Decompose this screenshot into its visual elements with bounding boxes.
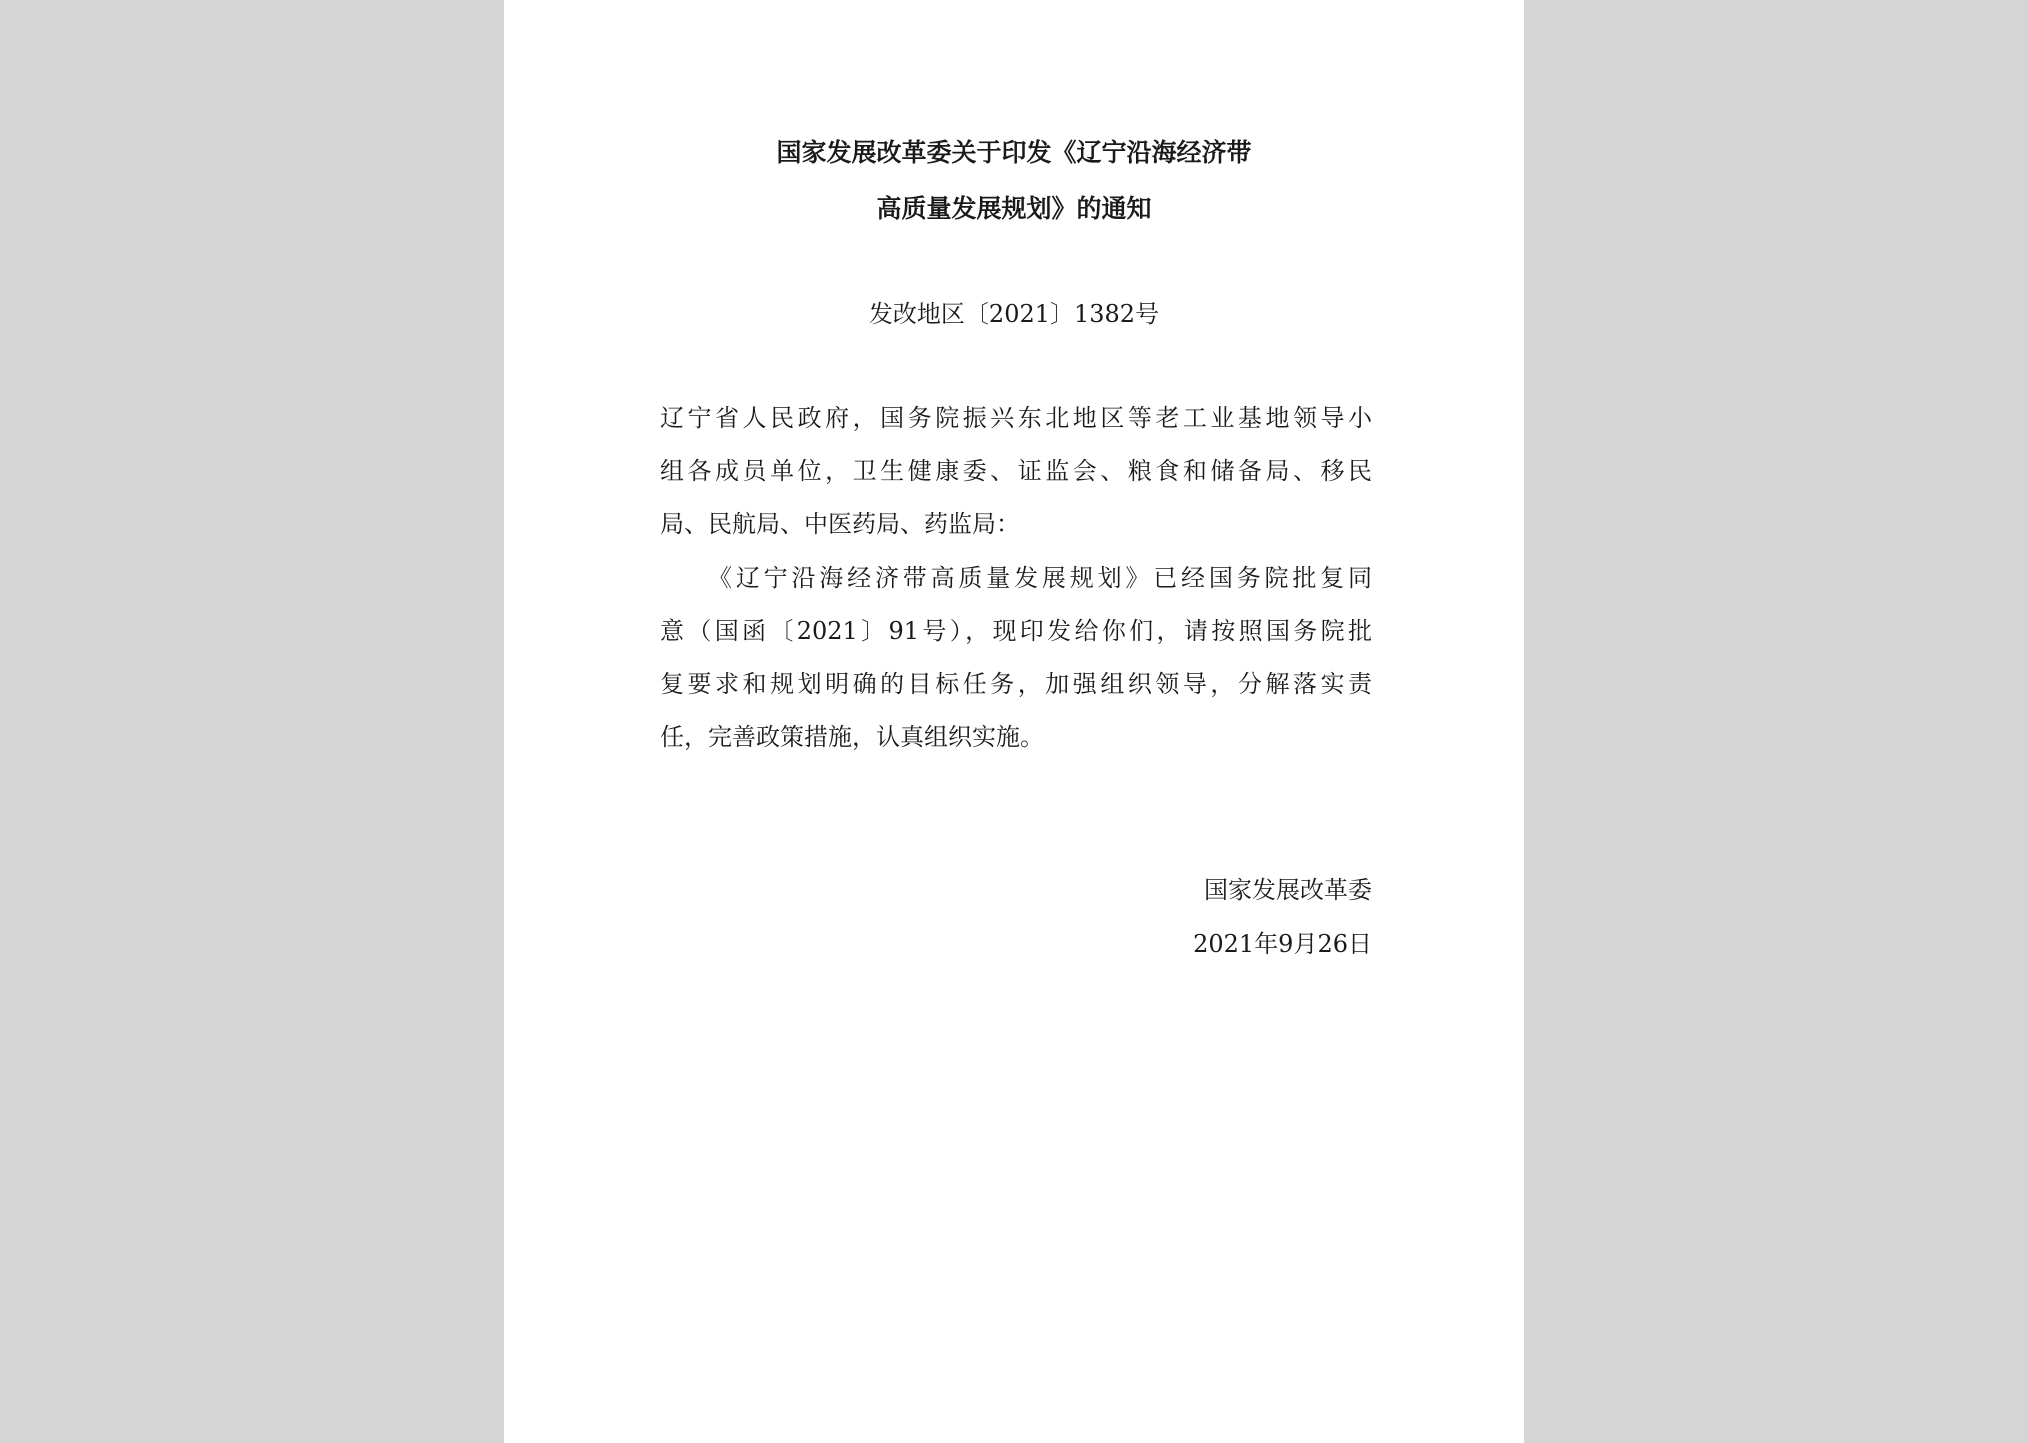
- body-line: 《辽宁沿海经济带高质量发展规划》已经国务院批复同: [708, 564, 1372, 592]
- document-title-line-1: 国家发展改革委关于印发《辽宁沿海经济带: [776, 138, 1252, 167]
- addressee-line: 局、民航局、中医药局、药监局：: [660, 510, 1020, 538]
- body-paragraph: [660, 552, 1372, 764]
- body-line: 意（国函〔2021〕91号），现印发给你们，请按照国务院批: [660, 617, 1372, 645]
- body-line: 复要求和规划明确的目标任务，加强组织领导，分解落实责: [660, 670, 1372, 698]
- document-page: [504, 0, 1524, 1443]
- document-title-line-2: 高质量发展规划》的通知: [876, 194, 1152, 223]
- signature-organization: 国家发展改革委: [1204, 876, 1372, 904]
- signature-date: 2021年9月26日: [1193, 930, 1372, 958]
- addressee-line: 组各成员单位，卫生健康委、证监会、粮食和储备局、移民: [660, 457, 1372, 485]
- body-line: 任，完善政策措施，认真组织实施。: [660, 723, 1044, 751]
- document-number: 发改地区〔2021〕1382号: [868, 300, 1160, 328]
- addressee-line: 辽宁省人民政府，国务院振兴东北地区等老工业基地领导小: [660, 404, 1372, 432]
- addressee-block: [660, 392, 1372, 551]
